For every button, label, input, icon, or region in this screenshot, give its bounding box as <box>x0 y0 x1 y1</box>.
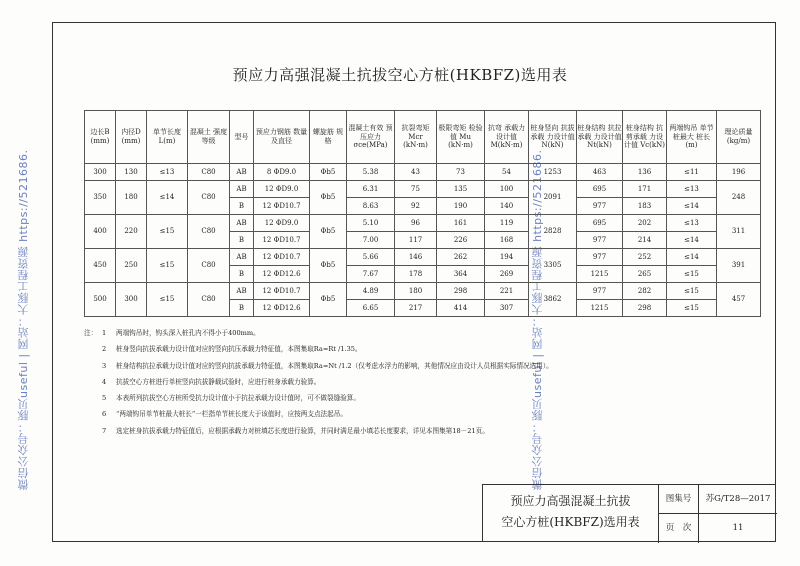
cell-prestress-steel: 12 ΦD9.0 <box>254 215 310 232</box>
note-number: 2 <box>102 345 107 354</box>
cell-ultimate-moment: 190 <box>437 198 485 215</box>
cell-design-moment: 100 <box>485 181 529 198</box>
cell-prestress: 6.31 <box>347 181 395 198</box>
cell-inner-diameter: 220 <box>116 215 147 249</box>
cell-spiral: Φb5 <box>310 283 347 317</box>
cell-uplift-capacity: 2828 <box>529 215 577 249</box>
cell-tension-capacity: 1215 <box>577 266 623 283</box>
cell-design-moment: 221 <box>485 283 529 300</box>
cell-crack-moment: 217 <box>395 300 437 317</box>
cell-ultimate-moment: 73 <box>437 164 485 181</box>
cell-side-length: 400 <box>85 215 116 249</box>
cell-segment-length: ≤15 <box>147 283 188 317</box>
cell-type: B <box>230 198 254 215</box>
cell-shear-capacity: 265 <box>623 266 667 283</box>
watermark-right: 微信公众号：豚贝useful | 网站：大豚工程资源 https://521686. <box>531 149 544 490</box>
cell-tension-capacity: 695 <box>577 181 623 198</box>
cell-ultimate-moment: 226 <box>437 232 485 249</box>
column-header: 抗弯 承载力 设计值 M(kN·m) <box>485 111 529 164</box>
cell-shear-capacity: 252 <box>623 249 667 266</box>
cell-mass: 196 <box>717 164 761 181</box>
cell-prestress: 8.63 <box>347 198 395 215</box>
cell-design-moment: 194 <box>485 249 529 266</box>
cell-crack-moment: 43 <box>395 164 437 181</box>
cell-ultimate-moment: 364 <box>437 266 485 283</box>
cell-prestress-steel: 12 ΦD10.7 <box>254 249 310 266</box>
cell-spiral: Φb5 <box>310 181 347 215</box>
note-text: 两端钩吊时，钩头深入桩孔内不得小于400mm。 <box>116 329 260 337</box>
note-text: 本表所列抗拔空心方桩所受抗力设计值小于抗拉承载力设计值时，可不做裂缝验算。 <box>116 394 360 403</box>
cell-segment-length: ≤15 <box>147 249 188 283</box>
atlas-number-label: 图集号 <box>659 485 699 514</box>
page-number: 11 <box>732 523 744 533</box>
note-text: 选定桩身抗拔承载力特征值后，应根据承载力对桩填芯长度进行验算，并同时满足最小填芯长度要求，详见本图集第18－21页。 <box>116 426 489 435</box>
note-text: 抗拔空心方桩进行单桩竖向抗拔静载试验时，应进行桩身承载力验算。 <box>116 377 321 386</box>
cell-shear-capacity: 183 <box>623 198 667 215</box>
note-number: 5 <box>102 394 107 403</box>
cell-spiral: Φb5 <box>310 164 347 181</box>
cell-shear-capacity: 136 <box>623 164 667 181</box>
note-item <box>84 374 764 390</box>
title-block <box>482 484 776 542</box>
cell-max-length: ≤15 <box>667 283 717 300</box>
cell-tension-capacity: 977 <box>577 249 623 266</box>
cell-side-length: 450 <box>85 249 116 283</box>
cell-shear-capacity: 214 <box>623 232 667 249</box>
cell-max-length: ≤13 <box>667 181 717 198</box>
cell-prestress: 7.67 <box>347 266 395 283</box>
cell-type: AB <box>230 283 254 300</box>
drawing-name-line2: 空心方桩(HKBFZ)选用表 <box>501 515 640 529</box>
cell-prestress-steel: 12 ΦD12.6 <box>254 266 310 283</box>
cell-prestress-steel: 12 ΦD10.7 <box>254 283 310 300</box>
table-row <box>85 164 761 181</box>
cell-max-length: ≤15 <box>667 300 717 317</box>
selection-table <box>84 110 761 317</box>
cell-design-moment: 119 <box>485 215 529 232</box>
cell-prestress-steel: 8 ΦD9.0 <box>254 164 310 181</box>
cell-type: AB <box>230 215 254 232</box>
table-row <box>85 249 761 266</box>
table-row <box>85 215 761 232</box>
cell-type: B <box>230 266 254 283</box>
cell-crack-moment: 96 <box>395 215 437 232</box>
cell-concrete-grade: C80 <box>188 249 230 283</box>
note-item <box>84 325 764 341</box>
cell-ultimate-moment: 262 <box>437 249 485 266</box>
note-text: 桩身竖向抗拔承载力设计值对应的竖向抗压承载力特征值，本图集取Ra=Rt /1.35。 <box>116 345 362 354</box>
column-header: 混凝土 强度等级 <box>188 111 230 164</box>
cell-segment-length: ≤14 <box>147 181 188 215</box>
notes-section <box>84 325 764 439</box>
cell-prestress: 5.38 <box>347 164 395 181</box>
cell-mass: 248 <box>717 181 761 215</box>
note-number: 7 <box>102 426 107 435</box>
cell-prestress: 5.10 <box>347 215 395 232</box>
cell-max-length: ≤14 <box>667 232 717 249</box>
cell-max-length: ≤14 <box>667 249 717 266</box>
column-header: 桩身竖向 抗拔承载 力设计值 N(kN) <box>529 111 577 164</box>
cell-prestress: 5.66 <box>347 249 395 266</box>
drawing-name <box>483 485 659 543</box>
note-item <box>84 406 764 422</box>
column-header: 极限弯矩 检验值 Mu (kN·m) <box>437 111 485 164</box>
cell-prestress: 4.89 <box>347 283 395 300</box>
note-number: 4 <box>102 377 107 386</box>
page-label: 页 次 <box>659 514 699 543</box>
cell-segment-length: ≤13 <box>147 164 188 181</box>
column-header: 桩身结构 抗拉承载 力设计值 Nt(kN) <box>577 111 623 164</box>
column-header: 两端钩吊 单节桩最大 桩长(m) <box>667 111 717 164</box>
cell-inner-diameter: 130 <box>116 164 147 181</box>
cell-tension-capacity: 463 <box>577 164 623 181</box>
note-item <box>84 341 764 357</box>
cell-shear-capacity: 298 <box>623 300 667 317</box>
cell-type: B <box>230 300 254 317</box>
cell-segment-length: ≤15 <box>147 215 188 249</box>
note-text: 桩身结构抗拉承载力设计值对应的竖向抗拔承载力特征值，本图集取Ra=Nt /1.2（仅考虑水浮力的影响，其他情况应由设计人员根据实际情况选用）。 <box>116 361 553 370</box>
cell-ultimate-moment: 161 <box>437 215 485 232</box>
cell-max-length: ≤13 <box>667 215 717 232</box>
column-header: 理论质量 (kg/m) <box>717 111 761 164</box>
cell-inner-diameter: 300 <box>116 283 147 317</box>
table-header-row <box>85 111 761 164</box>
note-prefix: 注： <box>84 329 98 337</box>
cell-max-length: ≤15 <box>667 266 717 283</box>
table-body <box>85 164 761 317</box>
cell-tension-capacity: 977 <box>577 198 623 215</box>
cell-shear-capacity: 171 <box>623 181 667 198</box>
column-header: 边长B (mm) <box>85 111 116 164</box>
note-item <box>84 390 764 406</box>
column-header: 桩身结构 抗剪承载 力设计值 Vc(kN) <box>623 111 667 164</box>
note-item <box>84 358 764 374</box>
cell-inner-diameter: 180 <box>116 181 147 215</box>
cell-prestress: 7.00 <box>347 232 395 249</box>
note-number: 3 <box>102 361 107 370</box>
table-row <box>85 283 761 300</box>
page-title: 预应力高强混凝土抗拔空心方桩(HKBFZ)选用表 <box>232 66 568 84</box>
column-header: 预应力钢筋 数量及直径 <box>254 111 310 164</box>
cell-ultimate-moment: 414 <box>437 300 485 317</box>
cell-prestress-steel: 12 ΦD9.0 <box>254 181 310 198</box>
cell-type: B <box>230 232 254 249</box>
cell-shear-capacity: 282 <box>623 283 667 300</box>
cell-tension-capacity: 695 <box>577 215 623 232</box>
cell-design-moment: 140 <box>485 198 529 215</box>
cell-ultimate-moment: 135 <box>437 181 485 198</box>
cell-crack-moment: 92 <box>395 198 437 215</box>
cell-prestress: 6.65 <box>347 300 395 317</box>
cell-max-length: ≤14 <box>667 198 717 215</box>
cell-design-moment: 269 <box>485 266 529 283</box>
column-header: 混凝土有效 预压应力 σce(MPa) <box>347 111 395 164</box>
cell-prestress-steel: 12 ΦD12.6 <box>254 300 310 317</box>
cell-side-length: 300 <box>85 164 116 181</box>
cell-concrete-grade: C80 <box>188 181 230 215</box>
cell-mass: 457 <box>717 283 761 317</box>
cell-design-moment: 168 <box>485 232 529 249</box>
note-number: 1 <box>102 329 107 337</box>
note-item <box>84 423 764 439</box>
cell-concrete-grade: C80 <box>188 164 230 181</box>
cell-mass: 391 <box>717 249 761 283</box>
note-number: 6 <box>102 410 107 419</box>
column-header: 内径D (mm) <box>116 111 147 164</box>
table-row <box>85 181 761 198</box>
note-text: “两端钩吊单节桩最大桩长”一栏指单节桩长度大于该值时，应按两支点法起吊。 <box>116 410 347 419</box>
cell-inner-diameter: 250 <box>116 249 147 283</box>
cell-design-moment: 307 <box>485 300 529 317</box>
cell-side-length: 350 <box>85 181 116 215</box>
drawing-name-line1: 预应力高强混凝土抗拔 <box>510 494 631 508</box>
cell-spiral: Φb5 <box>310 215 347 249</box>
cell-crack-moment: 178 <box>395 266 437 283</box>
cell-max-length: ≤11 <box>667 164 717 181</box>
cell-ultimate-moment: 298 <box>437 283 485 300</box>
cell-prestress-steel: 12 ΦD10.7 <box>254 198 310 215</box>
cell-tension-capacity: 977 <box>577 232 623 249</box>
cell-side-length: 500 <box>85 283 116 317</box>
cell-design-moment: 54 <box>485 164 529 181</box>
column-header: 螺旋筋 规格 <box>310 111 347 164</box>
cell-tension-capacity: 1215 <box>577 300 623 317</box>
cell-crack-moment: 117 <box>395 232 437 249</box>
cell-type: AB <box>230 249 254 266</box>
cell-uplift-capacity: 2091 <box>529 181 577 215</box>
atlas-number-value: 苏G/T28—2017 <box>699 485 777 514</box>
cell-concrete-grade: C80 <box>188 215 230 249</box>
cell-concrete-grade: C80 <box>188 283 230 317</box>
cell-crack-moment: 75 <box>395 181 437 198</box>
cell-type: AB <box>230 164 254 181</box>
cell-uplift-capacity: 1253 <box>529 164 577 181</box>
column-header: 抗裂弯矩 Mcr (kN·m) <box>395 111 437 164</box>
cell-tension-capacity: 977 <box>577 283 623 300</box>
cell-spiral: Φb5 <box>310 249 347 283</box>
watermark-left: 微信公众号：豚贝useful | 网站：大豚工程资源 https://521686. <box>17 149 30 490</box>
cell-mass: 311 <box>717 215 761 249</box>
cell-shear-capacity: 202 <box>623 215 667 232</box>
cell-uplift-capacity: 3305 <box>529 249 577 283</box>
column-header: 型号 <box>230 111 254 164</box>
cell-prestress-steel: 12 ΦD10.7 <box>254 232 310 249</box>
cell-uplift-capacity: 3862 <box>529 283 577 317</box>
cell-crack-moment: 180 <box>395 283 437 300</box>
cell-crack-moment: 146 <box>395 249 437 266</box>
cell-type: AB <box>230 181 254 198</box>
column-header: 单节长度 L(m) <box>147 111 188 164</box>
